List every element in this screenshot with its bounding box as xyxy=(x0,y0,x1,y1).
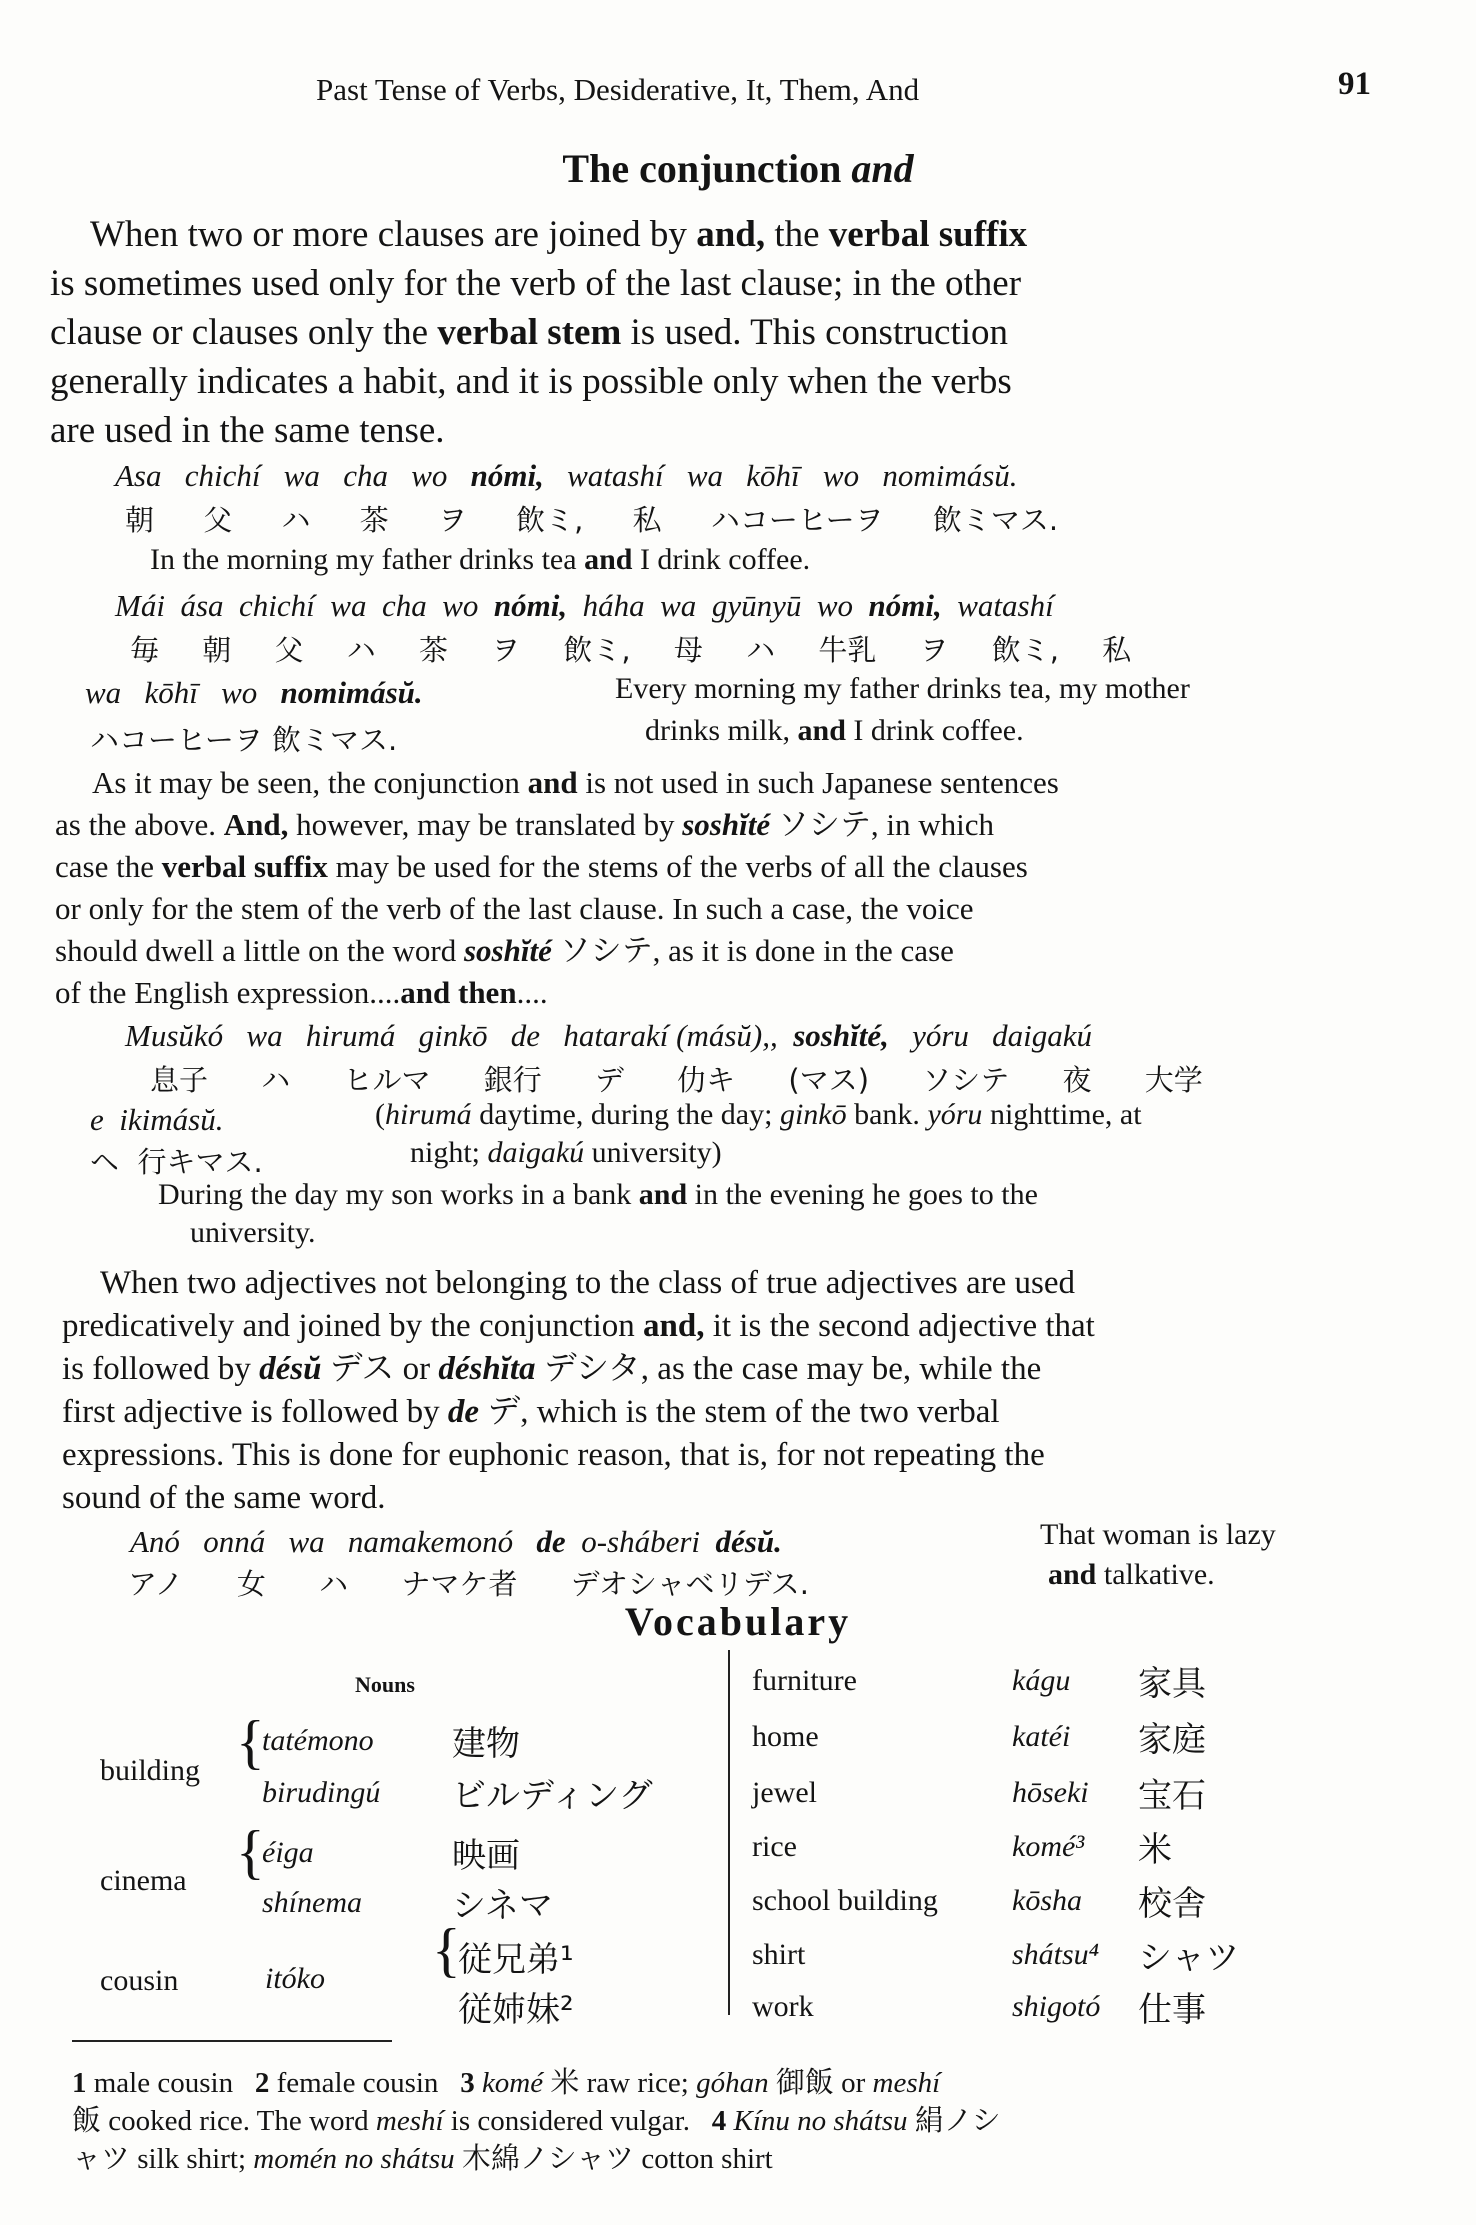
para2-line6: of the English expression....and then.... xyxy=(55,975,548,1010)
section-title: The conjunction and xyxy=(562,146,914,191)
para3-line2: predicatively and joined by the conjunction and, it is the second adjective that xyxy=(62,1308,1095,1344)
ex2-translation-line2: drinks milk, and I drink coffee. xyxy=(645,714,1024,747)
vocab-left-jp-cousin-female: 従姉妹² xyxy=(458,1990,574,2030)
ex2-translation-line1: Every morning my father drinks tea, my mother xyxy=(615,672,1190,705)
para3-line3: is followed by désŭ デス or déshĭta デシタ, as the case may be, while the xyxy=(62,1351,1042,1387)
brace-cousin: { xyxy=(432,1917,461,1983)
ex4-translation-line2: and talkative. xyxy=(1048,1558,1215,1591)
vocab-left-rom-eiga: éiga xyxy=(262,1836,314,1869)
para2-line3: case the verbal suffix may be used for the stems of the verbs of all the clauses xyxy=(55,849,1028,884)
vocab-right-rom-jewel: hōseki xyxy=(1012,1776,1089,1809)
vocab-right-rom-work: shigotó xyxy=(1012,1990,1101,2023)
para1-line4: generally indicates a habit, and it is possible only when the verbs xyxy=(50,361,1012,402)
vocab-left-jp-eiga: 映画 xyxy=(452,1836,520,1876)
ex4-romaji: Anó onná wa namakemonó de o-sháberi désŭ. xyxy=(130,1524,782,1559)
vocab-right-jp-jewel: 宝石 xyxy=(1138,1776,1206,1816)
ex3-translation-line1: During the day my son works in a bank and in the evening he goes to the xyxy=(158,1178,1038,1211)
para1-line2: is sometimes used only for the verb of the last clause; in the other xyxy=(50,263,1022,304)
ex4-translation-line1: That woman is lazy xyxy=(1040,1518,1276,1551)
ex2-japanese-line2: ハコーヒーヲ 飲ミマス. xyxy=(90,723,398,757)
vocab-left-rom-tatemono: tatémono xyxy=(262,1724,374,1757)
para2-line5: should dwell a little on the word soshĭté ソシテ, as it is done in the case xyxy=(55,933,954,968)
ex3-gloss-line2: night; daigakú university) xyxy=(410,1136,722,1169)
brace-cinema: { xyxy=(236,1819,265,1885)
para2-line2: as the above. And, however, may be translated by soshĭté ソシテ, in which xyxy=(55,807,994,842)
para1-line3: clause or clauses only the verbal stem is used. This construction xyxy=(50,312,1009,353)
vocab-right-en-school-building: school building xyxy=(752,1884,938,1917)
vocabulary-title: Vocabulary xyxy=(624,1599,852,1644)
ex4-japanese: アノ 女 ハ ナマケ者 デオシャベリデス. xyxy=(128,1567,809,1601)
running-title: Past Tense of Verbs, Desiderative, It, Them, And xyxy=(316,72,920,107)
vocab-right-jp-shirt: シャツ xyxy=(1138,1938,1240,1978)
ex3-romaji-line2: e ikimásŭ. xyxy=(90,1102,224,1137)
vocab-right-rom-school-building: kōsha xyxy=(1012,1884,1082,1917)
vocab-left-rom-shinema: shínema xyxy=(262,1886,362,1919)
para2-line1: As it may be seen, the conjunction and is not used in such Japanese sentences xyxy=(92,765,1059,800)
vocab-right-rom-shirt: shátsu⁴ xyxy=(1012,1938,1100,1971)
footnote-line2: 飯 cooked rice. The word meshí is considered vulgar. 4 Kínu no shátsu 絹ノシ xyxy=(72,2105,1001,2137)
vocab-right-rom-rice: komé³ xyxy=(1012,1830,1085,1863)
footnote-line1: 1 male cousin 2 female cousin 3 komé 米 raw rice; góhan 御飯 or meshí xyxy=(72,2067,941,2099)
vocab-right-jp-school-building: 校舎 xyxy=(1138,1884,1206,1924)
vocab-right-jp-rice: 米 xyxy=(1138,1830,1172,1870)
para3-line6: sound of the same word. xyxy=(62,1480,386,1516)
vocab-right-en-shirt: shirt xyxy=(752,1938,806,1971)
ex3-japanese: 息子 ハ ヒルマ 銀行 デ 仂キ (マス) ソシテ 夜 大学 xyxy=(150,1063,1203,1097)
brace-building: { xyxy=(236,1709,265,1775)
vocab-right-rom-home: katéi xyxy=(1012,1720,1071,1753)
page-number: 91 xyxy=(1338,66,1371,102)
vocab-left-en-cousin: cousin xyxy=(100,1964,179,1997)
vocab-right-jp-furniture: 家具 xyxy=(1138,1664,1206,1704)
vocab-left-jp-tatemono: 建物 xyxy=(452,1724,520,1764)
ex2-romaji-line2: wa kōhī wo nomimásŭ. xyxy=(85,675,423,710)
para3-line4: first adjective is followed by de デ, which is the stem of the two verbal xyxy=(62,1394,1000,1430)
vocab-left-en-building: building xyxy=(100,1754,201,1787)
vocab-right-en-furniture: furniture xyxy=(752,1664,857,1697)
ex1-translation: In the morning my father drinks tea and I drink coffee. xyxy=(150,543,811,576)
vocab-left-jp-shinema: シネマ xyxy=(452,1886,553,1926)
nouns-label: Nouns xyxy=(355,1672,415,1697)
para2-line4: or only for the stem of the verb of the last clause. In such a case, the voice xyxy=(55,891,974,926)
ex3-japanese-line2: ヘ 行キマス. xyxy=(90,1145,263,1179)
vocab-left-jp-cousin-male: 従兄弟¹ xyxy=(458,1940,574,1980)
vocab-column-divider xyxy=(728,1650,730,2015)
vocab-left-jp-birudingu: ビルディング xyxy=(452,1776,653,1816)
ex2-japanese: 毎 朝 父 ハ 茶 ヲ 飲ミ, 母 ハ 牛乳 ヲ 飲ミ, 私 xyxy=(130,633,1132,667)
ex3-translation-line2: university. xyxy=(190,1216,316,1249)
ex2-romaji: Mái ásа chichí wa cha wo nómi, háha wa gyūnyū wo nómi, watashí xyxy=(115,588,1054,623)
vocab-right-en-jewel: jewel xyxy=(752,1776,817,1809)
footnote-line3: ャツ silk shirt; momén no shátsu 木綿ノシャツ cotton shirt xyxy=(72,2143,773,2175)
vocab-right-en-home: home xyxy=(752,1720,819,1753)
footnote-rule xyxy=(72,2040,392,2042)
para1-line5: are used in the same tense. xyxy=(50,410,445,451)
ex3-romaji: Musŭkó wa hirumá ginkō de hatarakí (másŭ),, soshĭté, yóru daigakú xyxy=(125,1018,1093,1053)
ex1-japanese: 朝 父 ハ 茶 ヲ 飲ミ, 私 ハコーヒーヲ 飲ミマス. xyxy=(125,503,1059,537)
vocab-left-en-cinema: cinema xyxy=(100,1864,187,1897)
vocab-left-rom-birudingu: birudingú xyxy=(262,1776,381,1809)
para3-line1: When two adjectives not belonging to the class of true adjectives are used xyxy=(100,1265,1076,1301)
vocab-left-rom-itoko: itóko xyxy=(265,1962,325,1995)
vocab-right-jp-work: 仕事 xyxy=(1138,1990,1206,2030)
vocab-right-rom-furniture: kágu xyxy=(1012,1664,1071,1697)
ex3-gloss-line1: (hirumá daytime, during the day; ginkō bank. yóru nighttime, at xyxy=(375,1098,1142,1131)
para3-line5: expressions. This is done for euphonic reason, that is, for not repeating the xyxy=(62,1437,1045,1473)
vocab-right-jp-home: 家庭 xyxy=(1138,1720,1206,1760)
para1-line1: When two or more clauses are joined by and, the verbal suffix xyxy=(90,214,1028,255)
vocab-right-en-rice: rice xyxy=(752,1830,797,1863)
ex1-romaji: Asa chichí wa cha wo nómi, watashí wa kōhī wo nomimásŭ. xyxy=(115,458,1018,493)
vocab-right-en-work: work xyxy=(752,1990,814,2023)
